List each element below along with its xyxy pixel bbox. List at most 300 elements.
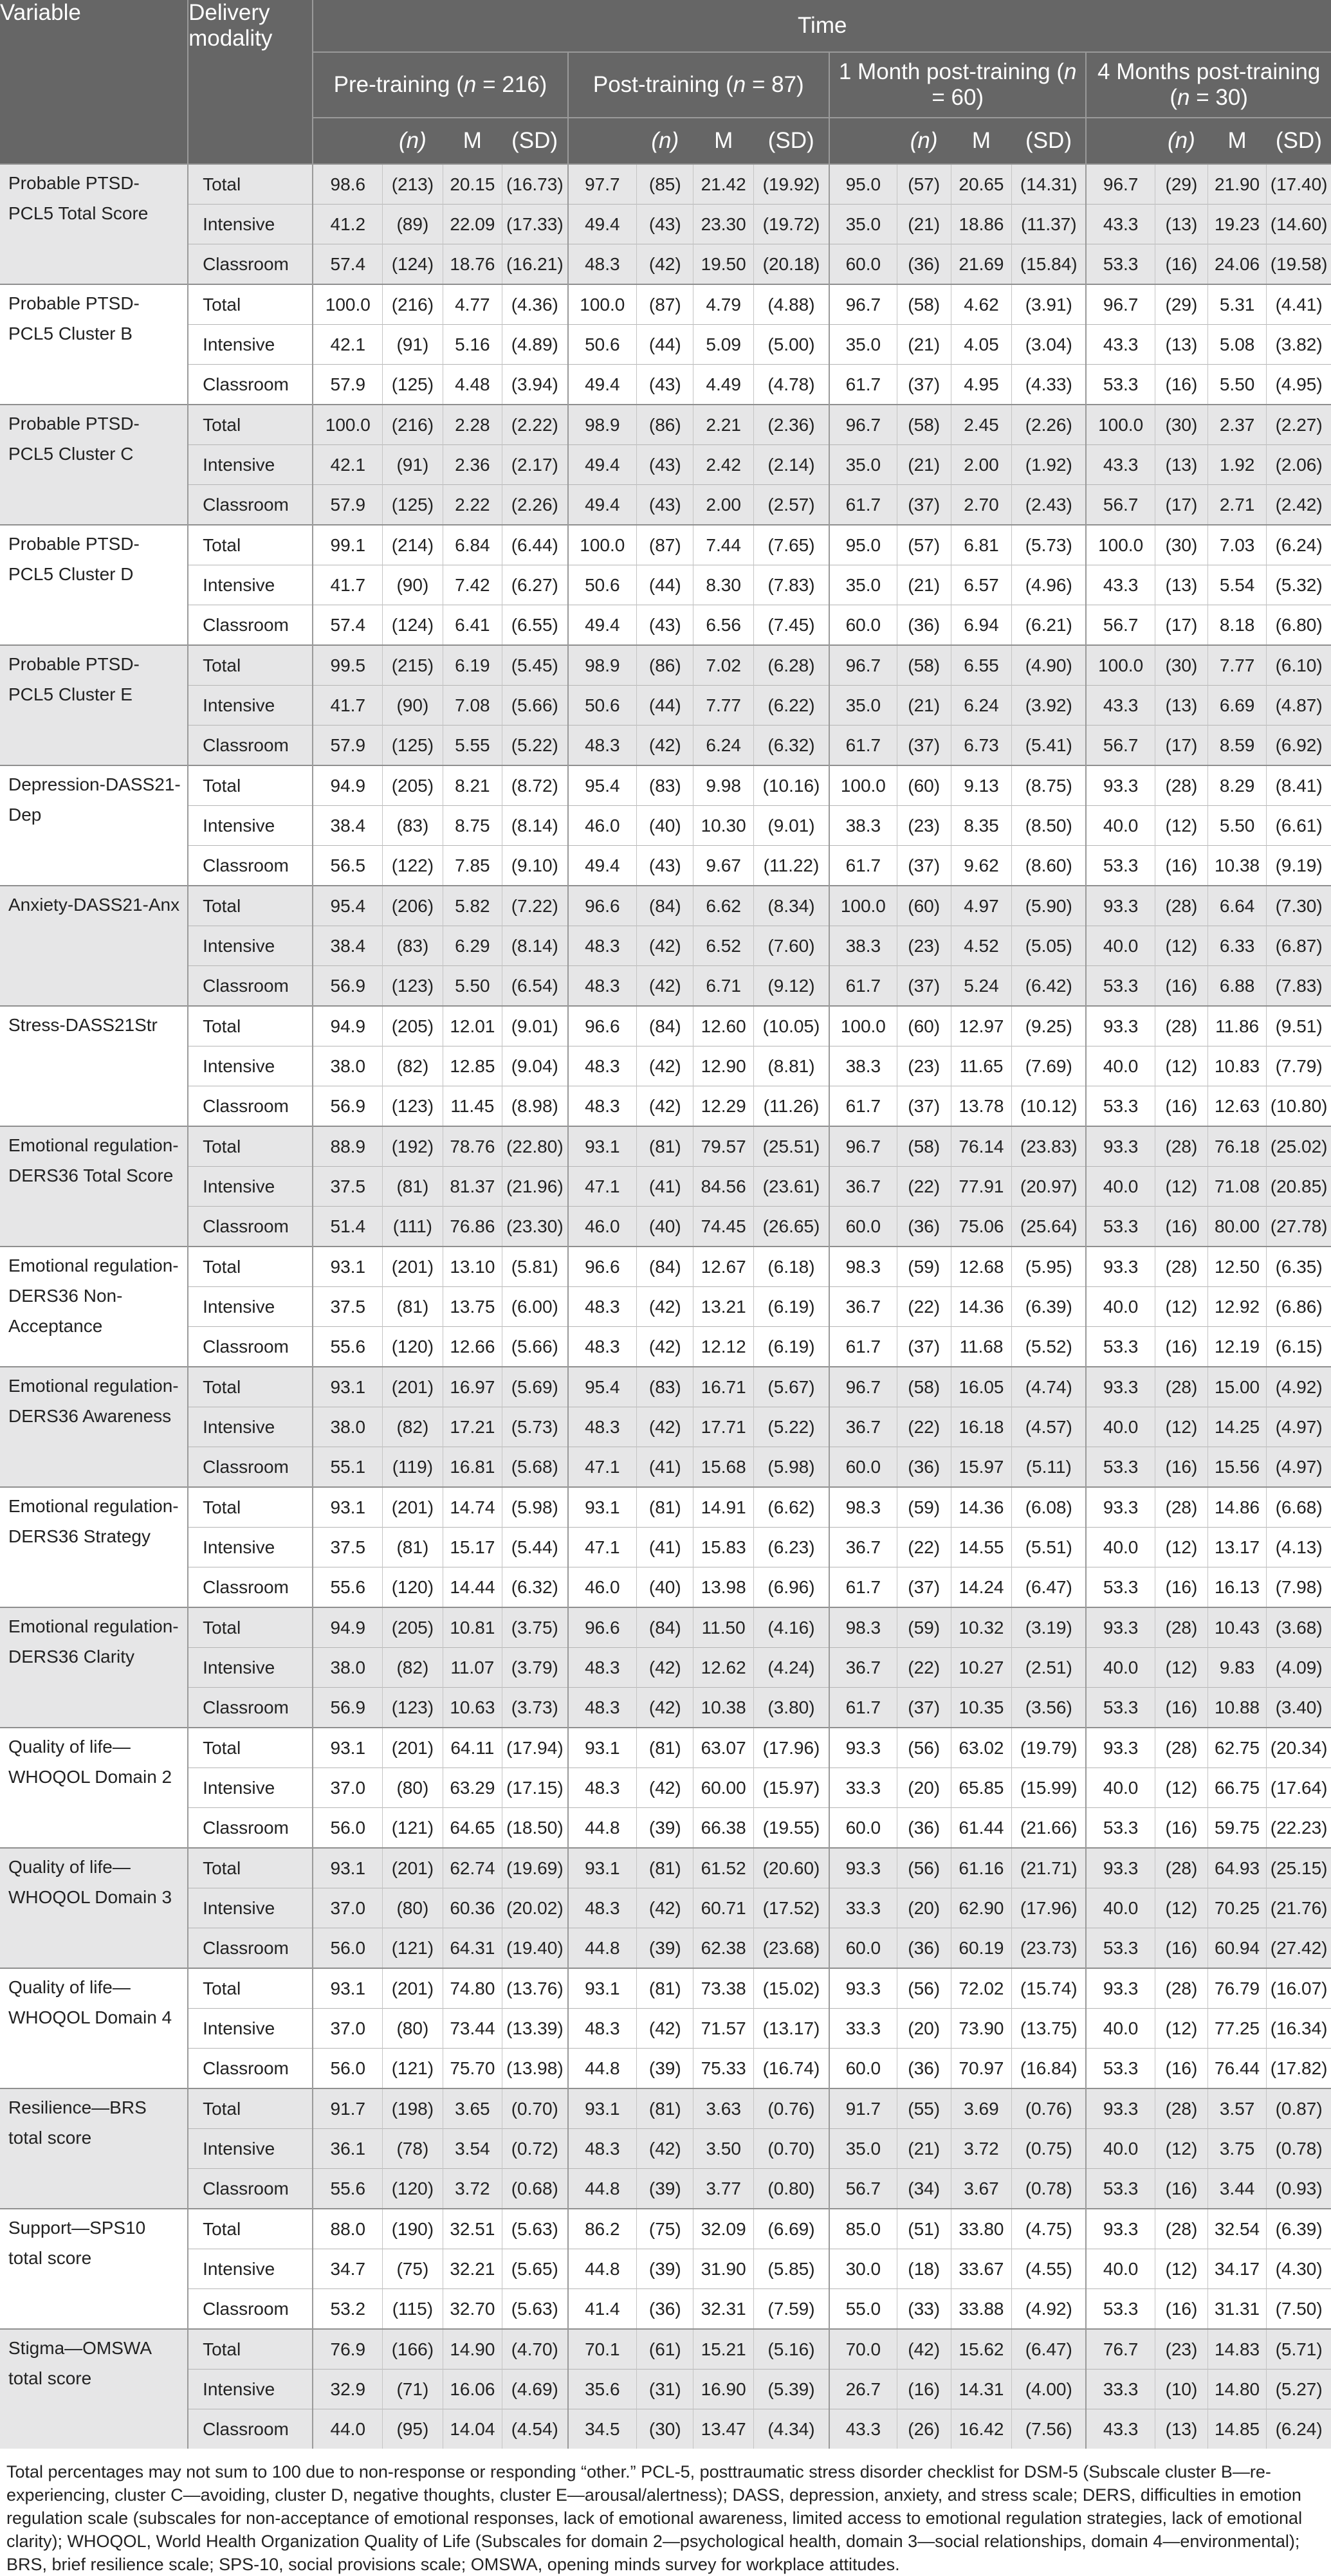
value-cell: 98.3 — [829, 1607, 897, 1648]
delivery-modality: Intensive — [188, 445, 313, 485]
value-cell: (28) — [1155, 1607, 1207, 1648]
table-row — [0, 1768, 1331, 1808]
value-cell: (121) — [383, 1928, 443, 1969]
value-cell: 41.2 — [313, 205, 382, 244]
subheader-m: M — [693, 118, 754, 164]
value-cell: 96.6 — [568, 1247, 637, 1287]
value-cell: (19.58) — [1267, 244, 1331, 285]
value-cell: 14.31 — [951, 2370, 1012, 2409]
delivery-modality: Classroom — [188, 1928, 313, 1969]
value-cell: (6.08) — [1012, 1487, 1087, 1528]
value-cell: 70.1 — [568, 2329, 637, 2370]
value-cell: (14.60) — [1267, 205, 1331, 244]
value-cell: (15.97) — [753, 1768, 829, 1808]
value-cell: (37) — [897, 1086, 951, 1127]
value-cell: 6.94 — [951, 605, 1012, 646]
value-cell: (119) — [383, 1447, 443, 1488]
value-cell: (58) — [897, 1126, 951, 1167]
value-cell: 63.29 — [443, 1768, 502, 1808]
value-cell: (28) — [1155, 1247, 1207, 1287]
value-cell: 5.31 — [1207, 284, 1266, 325]
value-cell: (16) — [1155, 1447, 1207, 1488]
value-cell: (4.34) — [753, 2409, 829, 2449]
delivery-modality: Total — [188, 1006, 313, 1046]
value-cell: 71.08 — [1207, 1167, 1266, 1207]
value-cell: 46.0 — [568, 806, 637, 846]
value-cell: (15.02) — [753, 1968, 829, 2009]
value-cell: 93.3 — [1086, 1247, 1155, 1287]
value-cell: 33.88 — [951, 2289, 1012, 2330]
value-cell: (56) — [897, 1728, 951, 1768]
value-cell: (6.35) — [1267, 1247, 1331, 1287]
value-cell: 71.57 — [693, 2009, 754, 2049]
value-cell: (5.68) — [502, 1447, 568, 1488]
delivery-modality: Intensive — [188, 325, 313, 365]
value-cell: 49.4 — [568, 605, 637, 646]
value-cell: (0.70) — [502, 2088, 568, 2129]
value-cell: 21.69 — [951, 244, 1012, 285]
value-cell: (86) — [637, 645, 693, 686]
value-cell: (111) — [383, 1207, 443, 1247]
value-cell: 77.25 — [1207, 2009, 1266, 2049]
value-cell: (59) — [897, 1247, 951, 1287]
value-cell: (7.79) — [1267, 1046, 1331, 1086]
value-cell: (5.85) — [753, 2249, 829, 2289]
variable-name: Emotional regulation-DERS36 Non-Acceptance — [0, 1247, 188, 1367]
value-cell: 17.21 — [443, 1407, 502, 1447]
table-row — [0, 365, 1331, 405]
value-cell: 15.68 — [693, 1447, 754, 1488]
value-cell: 56.0 — [313, 1928, 382, 1969]
value-cell: (6.23) — [753, 1528, 829, 1567]
value-cell: 5.82 — [443, 886, 502, 926]
value-cell: 100.0 — [568, 284, 637, 325]
value-cell: (23.68) — [753, 1928, 829, 1969]
value-cell: 59.75 — [1207, 1808, 1266, 1849]
value-cell: 14.25 — [1207, 1407, 1266, 1447]
value-cell: (12) — [1155, 1888, 1207, 1928]
value-cell: (87) — [637, 525, 693, 565]
value-cell: (37) — [897, 365, 951, 405]
value-cell: (22) — [897, 1287, 951, 1327]
value-cell: 60.94 — [1207, 1928, 1266, 1969]
delivery-modality: Classroom — [188, 1688, 313, 1728]
value-cell: 36.7 — [829, 1648, 897, 1688]
value-cell: (5.95) — [1012, 1247, 1087, 1287]
value-cell: 6.71 — [693, 966, 754, 1007]
value-cell: 3.69 — [951, 2088, 1012, 2129]
value-cell: 35.6 — [568, 2370, 637, 2409]
value-cell: (7.69) — [1012, 1046, 1087, 1086]
value-cell: (3.68) — [1267, 1607, 1331, 1648]
value-cell: 14.36 — [951, 1487, 1012, 1528]
value-cell: (7.98) — [1267, 1567, 1331, 1608]
value-cell: (16.74) — [753, 2049, 829, 2089]
value-cell: 76.18 — [1207, 1126, 1266, 1167]
value-cell: 3.72 — [443, 2169, 502, 2209]
value-cell: (13) — [1155, 205, 1207, 244]
delivery-modality: Total — [188, 1126, 313, 1167]
value-cell: (17.52) — [753, 1888, 829, 1928]
value-cell: 56.7 — [829, 2169, 897, 2209]
value-cell: (27.78) — [1267, 1207, 1331, 1247]
value-cell: 5.54 — [1207, 565, 1266, 605]
value-cell: (19.40) — [502, 1928, 568, 1969]
value-cell: 32.9 — [313, 2370, 382, 2409]
value-cell: (5.39) — [753, 2370, 829, 2409]
value-cell: 46.0 — [568, 1567, 637, 1608]
value-cell: 3.72 — [951, 2129, 1012, 2169]
value-cell: (16.73) — [502, 164, 568, 205]
value-cell: 48.3 — [568, 2009, 637, 2049]
value-cell: (4.75) — [1012, 2209, 1087, 2249]
value-cell: 70.0 — [829, 2329, 897, 2370]
value-cell: (16) — [1155, 1928, 1207, 1969]
value-cell: (37) — [897, 846, 951, 886]
variable-name: Probable PTSD-PCL5 Total Score — [0, 164, 188, 284]
value-cell: 60.0 — [829, 244, 897, 285]
value-cell: 76.9 — [313, 2329, 382, 2370]
delivery-modality: Intensive — [188, 1648, 313, 1688]
value-cell: (4.88) — [753, 284, 829, 325]
value-cell: 2.22 — [443, 485, 502, 525]
value-cell: (7.22) — [502, 886, 568, 926]
value-cell: (25.51) — [753, 1126, 829, 1167]
value-cell: (36) — [637, 2289, 693, 2330]
variable-name: Probable PTSD-PCL5 Cluster C — [0, 405, 188, 525]
table-row — [0, 485, 1331, 525]
value-cell: 12.29 — [693, 1086, 754, 1127]
value-cell: (12) — [1155, 1528, 1207, 1567]
value-cell: (5.45) — [502, 645, 568, 686]
value-cell: 38.0 — [313, 1046, 382, 1086]
value-cell: 62.90 — [951, 1888, 1012, 1928]
value-cell: 6.84 — [443, 525, 502, 565]
value-cell: (205) — [383, 1006, 443, 1046]
value-cell: (42) — [897, 2329, 951, 2370]
value-cell: 98.3 — [829, 1247, 897, 1287]
table-row — [0, 1888, 1331, 1928]
value-cell: 57.4 — [313, 605, 382, 646]
value-cell: 40.0 — [1086, 1888, 1155, 1928]
value-cell: (16) — [1155, 2289, 1207, 2330]
value-cell: 66.75 — [1207, 1768, 1266, 1808]
value-cell: 14.36 — [951, 1287, 1012, 1327]
value-cell: (2.22) — [502, 405, 568, 445]
delivery-modality: Classroom — [188, 726, 313, 766]
table-row — [0, 1327, 1331, 1367]
value-cell: (9.10) — [502, 846, 568, 886]
value-cell: (5.66) — [502, 686, 568, 726]
value-cell: (39) — [637, 2169, 693, 2209]
value-cell: (28) — [1155, 2209, 1207, 2249]
value-cell: (25.15) — [1267, 1848, 1331, 1888]
subheader-n: (n) — [1155, 118, 1207, 164]
value-cell: 4.79 — [693, 284, 754, 325]
value-cell: (81) — [383, 1287, 443, 1327]
value-cell: 10.88 — [1207, 1688, 1266, 1728]
value-cell: 32.21 — [443, 2249, 502, 2289]
value-cell: 46.0 — [568, 1207, 637, 1247]
value-cell: 95.4 — [568, 765, 637, 806]
value-cell: (60) — [897, 886, 951, 926]
value-cell: 93.1 — [313, 1968, 382, 2009]
value-cell: (13) — [1155, 2409, 1207, 2449]
value-cell: 98.3 — [829, 1487, 897, 1528]
value-cell: 93.3 — [829, 1968, 897, 2009]
value-cell: 15.62 — [951, 2329, 1012, 2370]
value-cell: 43.3 — [1086, 565, 1155, 605]
value-cell: (40) — [637, 1567, 693, 1608]
value-cell: (16) — [1155, 1688, 1207, 1728]
value-cell: 33.80 — [951, 2209, 1012, 2249]
value-cell: (6.92) — [1267, 726, 1331, 766]
value-cell: 33.3 — [1086, 2370, 1155, 2409]
subheader-m: M — [443, 118, 502, 164]
value-cell: 91.7 — [829, 2088, 897, 2129]
value-cell: 93.3 — [1086, 1848, 1155, 1888]
value-cell: (6.62) — [753, 1487, 829, 1528]
value-cell: (3.80) — [753, 1688, 829, 1728]
value-cell: (20.97) — [1012, 1167, 1087, 1207]
delivery-modality: Total — [188, 1607, 313, 1648]
value-cell: 48.3 — [568, 1327, 637, 1367]
value-cell: (86) — [637, 405, 693, 445]
value-cell: 6.62 — [693, 886, 754, 926]
value-cell: 73.44 — [443, 2009, 502, 2049]
value-cell: 43.3 — [1086, 686, 1155, 726]
table-row — [0, 1367, 1331, 1407]
delivery-modality: Total — [188, 284, 313, 325]
value-cell: 49.4 — [568, 205, 637, 244]
value-cell: 66.38 — [693, 1808, 754, 1849]
value-cell: (16) — [1155, 1808, 1207, 1849]
value-cell: (10.16) — [753, 765, 829, 806]
value-cell: 55.6 — [313, 1327, 382, 1367]
value-cell: 74.80 — [443, 1968, 502, 2009]
value-cell: 16.97 — [443, 1367, 502, 1407]
table-row — [0, 1528, 1331, 1567]
value-cell: 40.0 — [1086, 926, 1155, 966]
subheader-pct — [568, 118, 637, 164]
value-cell: (80) — [383, 1768, 443, 1808]
value-cell: 36.7 — [829, 1167, 897, 1207]
value-cell: 21.42 — [693, 164, 754, 205]
value-cell: 35.0 — [829, 565, 897, 605]
value-cell: (42) — [637, 1086, 693, 1127]
value-cell: 16.42 — [951, 2409, 1012, 2449]
value-cell: (27.42) — [1267, 1928, 1331, 1969]
value-cell: 13.10 — [443, 1247, 502, 1287]
value-cell: 53.3 — [1086, 244, 1155, 285]
table-row — [0, 726, 1331, 766]
value-cell: 14.24 — [951, 1567, 1012, 1608]
value-cell: 4.05 — [951, 325, 1012, 365]
value-cell: 9.67 — [693, 846, 754, 886]
value-cell: 75.06 — [951, 1207, 1012, 1247]
value-cell: 15.00 — [1207, 1367, 1266, 1407]
value-cell: (2.36) — [753, 405, 829, 445]
value-cell: (84) — [637, 1607, 693, 1648]
value-cell: 76.44 — [1207, 2049, 1266, 2089]
value-cell: (36) — [897, 1207, 951, 1247]
value-cell: (42) — [637, 1768, 693, 1808]
value-cell: 12.85 — [443, 1046, 502, 1086]
value-cell: (5.00) — [753, 325, 829, 365]
value-cell: 32.54 — [1207, 2209, 1266, 2249]
value-cell: 6.69 — [1207, 686, 1266, 726]
value-cell: (17) — [1155, 726, 1207, 766]
value-cell: (36) — [897, 244, 951, 285]
value-cell: 31.31 — [1207, 2289, 1266, 2330]
value-cell: 40.0 — [1086, 1167, 1155, 1207]
value-cell: (12) — [1155, 2249, 1207, 2289]
value-cell: (23.73) — [1012, 1928, 1087, 1969]
value-cell: 47.1 — [568, 1528, 637, 1567]
value-cell: (75) — [637, 2209, 693, 2249]
value-cell: (41) — [637, 1167, 693, 1207]
value-cell: 93.3 — [1086, 1968, 1155, 2009]
value-cell: (37) — [897, 1327, 951, 1367]
value-cell: (6.24) — [1267, 525, 1331, 565]
table-row — [0, 686, 1331, 726]
value-cell: (13) — [1155, 445, 1207, 485]
value-cell: 61.52 — [693, 1848, 754, 1888]
value-cell: 6.64 — [1207, 886, 1266, 926]
value-cell: 22.09 — [443, 205, 502, 244]
value-cell: 96.7 — [829, 284, 897, 325]
value-cell: 75.33 — [693, 2049, 754, 2089]
value-cell: 96.6 — [568, 1006, 637, 1046]
value-cell: 6.81 — [951, 525, 1012, 565]
value-cell: 35.0 — [829, 445, 897, 485]
value-cell: (23.83) — [1012, 1126, 1087, 1167]
value-cell: 93.3 — [1086, 1367, 1155, 1407]
value-cell: (2.06) — [1267, 445, 1331, 485]
value-cell: (36) — [897, 2049, 951, 2089]
value-cell: 95.4 — [313, 886, 382, 926]
value-cell: (37) — [897, 966, 951, 1007]
value-cell: (4.33) — [1012, 365, 1087, 405]
value-cell: 53.3 — [1086, 365, 1155, 405]
value-cell: 35.0 — [829, 205, 897, 244]
value-cell: (28) — [1155, 1848, 1207, 1888]
table-row — [0, 164, 1331, 205]
value-cell: 4.77 — [443, 284, 502, 325]
value-cell: (3.91) — [1012, 284, 1087, 325]
value-cell: (17) — [1155, 605, 1207, 646]
value-cell: 48.3 — [568, 2129, 637, 2169]
value-cell: 91.7 — [313, 2088, 382, 2129]
value-cell: 5.50 — [443, 966, 502, 1007]
delivery-modality: Classroom — [188, 244, 313, 285]
value-cell: (4.57) — [1012, 1407, 1087, 1447]
value-cell: 11.68 — [951, 1327, 1012, 1367]
value-cell: (8.81) — [753, 1046, 829, 1086]
value-cell: (10.80) — [1267, 1086, 1331, 1127]
value-cell: (51) — [897, 2209, 951, 2249]
value-cell: (6.54) — [502, 966, 568, 1007]
delivery-modality: Classroom — [188, 365, 313, 405]
value-cell: (0.76) — [753, 2088, 829, 2129]
value-cell: 38.3 — [829, 806, 897, 846]
value-cell: 7.85 — [443, 846, 502, 886]
value-cell: 48.3 — [568, 926, 637, 966]
value-cell: 57.9 — [313, 365, 382, 405]
value-cell: (20) — [897, 1888, 951, 1928]
value-cell: (20.60) — [753, 1848, 829, 1888]
value-cell: 14.44 — [443, 1567, 502, 1608]
delivery-modality: Total — [188, 2088, 313, 2129]
value-cell: (42) — [637, 1287, 693, 1327]
value-cell: 73.38 — [693, 1968, 754, 2009]
value-cell: 93.3 — [829, 1848, 897, 1888]
value-cell: 4.97 — [951, 886, 1012, 926]
value-cell: 94.9 — [313, 1006, 382, 1046]
value-cell: 96.6 — [568, 1607, 637, 1648]
value-cell: 16.81 — [443, 1447, 502, 1488]
period-header-pre-training: Pre-training (n = 216) — [313, 52, 567, 118]
value-cell: 21.90 — [1207, 164, 1266, 205]
table-row — [0, 405, 1331, 445]
value-cell: (81) — [383, 1528, 443, 1567]
value-cell: 48.3 — [568, 1287, 637, 1327]
value-cell: 31.90 — [693, 2249, 754, 2289]
value-cell: 8.29 — [1207, 765, 1266, 806]
value-cell: (43) — [637, 846, 693, 886]
value-cell: 16.06 — [443, 2370, 502, 2409]
variable-name: Quality of life—WHOQOL Domain 3 — [0, 1848, 188, 1968]
value-cell: (3.19) — [1012, 1607, 1087, 1648]
value-cell: 48.3 — [568, 1648, 637, 1688]
value-cell: (60) — [897, 1006, 951, 1046]
value-cell: 33.3 — [829, 1768, 897, 1808]
value-cell: 44.8 — [568, 2249, 637, 2289]
value-cell: (215) — [383, 645, 443, 686]
value-cell: 14.91 — [693, 1487, 754, 1528]
value-cell: (4.89) — [502, 325, 568, 365]
table-row — [0, 1968, 1331, 2009]
value-cell: 12.60 — [693, 1006, 754, 1046]
value-cell: (201) — [383, 1247, 443, 1287]
value-cell: 2.00 — [951, 445, 1012, 485]
value-cell: 16.05 — [951, 1367, 1012, 1407]
value-cell: 13.17 — [1207, 1528, 1266, 1567]
value-cell: (82) — [383, 1046, 443, 1086]
value-cell: 65.85 — [951, 1768, 1012, 1808]
value-cell: 2.00 — [693, 485, 754, 525]
value-cell: (4.90) — [1012, 645, 1087, 686]
value-cell: 3.67 — [951, 2169, 1012, 2209]
value-cell: 18.76 — [443, 244, 502, 285]
value-cell: (43) — [637, 605, 693, 646]
value-cell: 8.75 — [443, 806, 502, 846]
value-cell: 56.0 — [313, 2049, 382, 2089]
value-cell: (23) — [897, 926, 951, 966]
value-cell: (19.55) — [753, 1808, 829, 1849]
table-row — [0, 605, 1331, 646]
value-cell: (21) — [897, 686, 951, 726]
value-cell: (28) — [1155, 2088, 1207, 2129]
table-row — [0, 1287, 1331, 1327]
value-cell: (81) — [637, 2088, 693, 2129]
value-cell: 2.28 — [443, 405, 502, 445]
value-cell: 8.30 — [693, 565, 754, 605]
value-cell: 93.1 — [568, 1968, 637, 2009]
subheader-n: (n) — [383, 118, 443, 164]
table-row — [0, 1648, 1331, 1688]
value-cell: (13.17) — [753, 2009, 829, 2049]
